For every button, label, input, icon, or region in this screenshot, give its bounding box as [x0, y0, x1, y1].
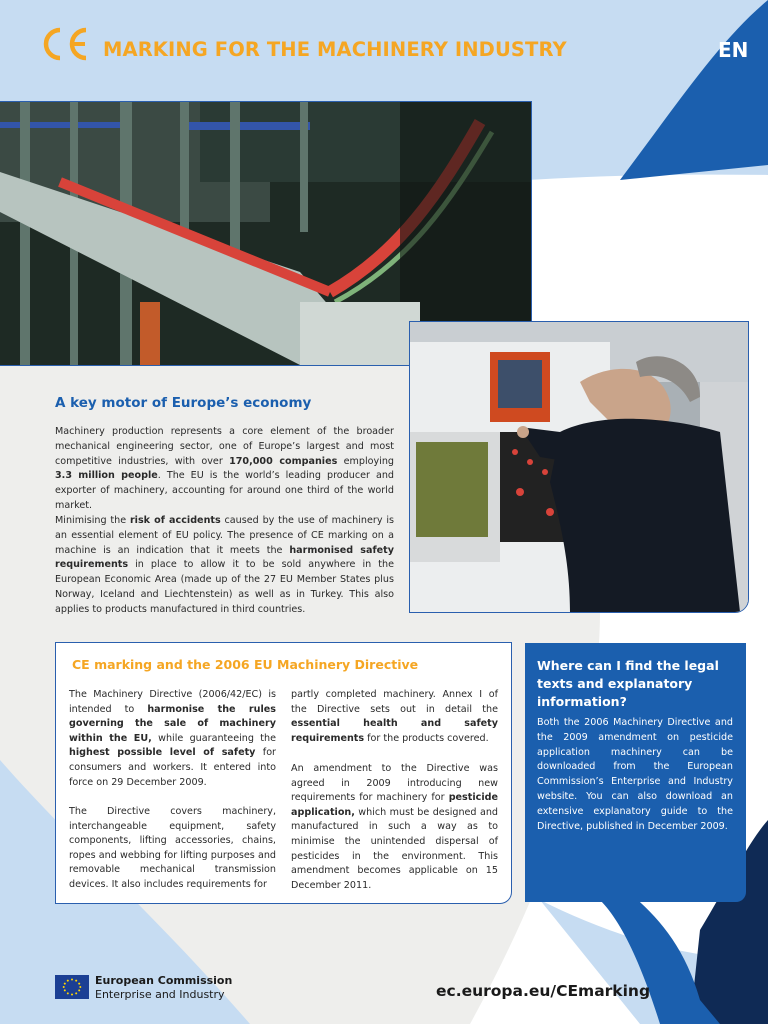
body-text: An amendment to the Directive was agreed in 2009 introducing new requirements for machinery for	[291, 763, 498, 804]
emphasis-text: 170,000 companies	[229, 455, 338, 467]
page-title: MARKING FOR THE MACHINERY INDUSTRY	[103, 38, 567, 61]
emphasis-text: 3.3 million people	[55, 470, 158, 482]
key-motor-paragraph-1	[55, 425, 394, 514]
body-text: Machinery production represents a core element of the broader mechanical engineering sector, one of Europe’s largest and most competitive industries, with over	[55, 426, 394, 467]
body-text: The Machinery Directive (2006/42/EC) is intended to	[69, 689, 276, 715]
organization-name: European Commission	[95, 974, 233, 987]
website-url: ec.europa.eu/CEmarking	[436, 982, 651, 1000]
section-heading-legal: Where can I find the legal texts and explanatory information?	[537, 658, 719, 709]
body-text: while guaranteeing the	[151, 732, 276, 744]
body-text: in place to allow it to be sold anywhere in the European Economic Area (made up of the 27 EU Member States plus Norway, Iceland and Liechtenstein) as well as in Turkey. This also applies to products manufactured in third countries.	[55, 559, 394, 615]
body-text: which must be designed and manufactured in such a way as to minimise the unintended dispersal of pesticides in the environment. This amendment becomes applicable on 15 December 2011.	[291, 806, 498, 891]
directive-col1-paragraph-2	[69, 805, 276, 893]
emphasis-text: highest possible level of safety	[69, 747, 256, 759]
emphasis-text: harmonise the rules governing the sale of machinery within the EU,	[69, 703, 276, 744]
body-text: for the products covered.	[364, 732, 489, 744]
body-text: . The EU is the world’s leading producer and exporter of machinery, accounting for around one third of the world market.	[55, 470, 395, 511]
cnc-operator-photo	[409, 321, 749, 613]
emphasis-text: pesticide application,	[291, 792, 498, 818]
body-text: caused by the use of machinery is an essential element of EU policy. The presence of CE marking on a machine is an indication that it meets the	[55, 515, 394, 556]
organization-department: Enterprise and Industry	[95, 988, 225, 1001]
section-heading-key-motor: A key motor of Europe’s economy	[55, 395, 312, 411]
eu-flag-icon	[55, 975, 89, 999]
directive-col2-paragraph-1	[291, 688, 498, 746]
body-text: for consumers and workers. It entered into force on 29 December 2009.	[69, 747, 277, 788]
directive-col1-paragraph-1	[69, 688, 276, 790]
ce-mark-logo	[38, 24, 90, 64]
body-text: The Directive covers machinery, interchangeable equipment, safety components, lifting accessories, chains, ropes and webbing for lifting purposes and removable mechanical transmission devices. It also includes requirements for	[69, 806, 276, 890]
language-code: EN	[718, 38, 749, 62]
key-motor-paragraph-2	[55, 514, 394, 618]
body-text: Minimising the	[55, 515, 130, 526]
legal-info-body: Both the 2006 Machinery Directive and the 2009 amendment on pesticide application machinery can be downloaded from the European Commission’s Enterprise and Industry website. You can also download an extensive explanatory guide to the Directive, published in December 2009.	[537, 717, 733, 832]
directive-col2-paragraph-2	[291, 762, 498, 893]
emphasis-text: risk of accidents	[129, 515, 221, 526]
emphasis-text: harmonised safety requirements	[55, 544, 394, 571]
emphasis-text: essential health and safety requirements	[291, 718, 498, 744]
body-text: partly completed machinery. Annex I of the Directive sets out in detail the	[291, 689, 498, 715]
body-text: employing	[337, 455, 394, 467]
section-heading-directive: CE marking and the 2006 EU Machinery Directive	[72, 657, 419, 672]
